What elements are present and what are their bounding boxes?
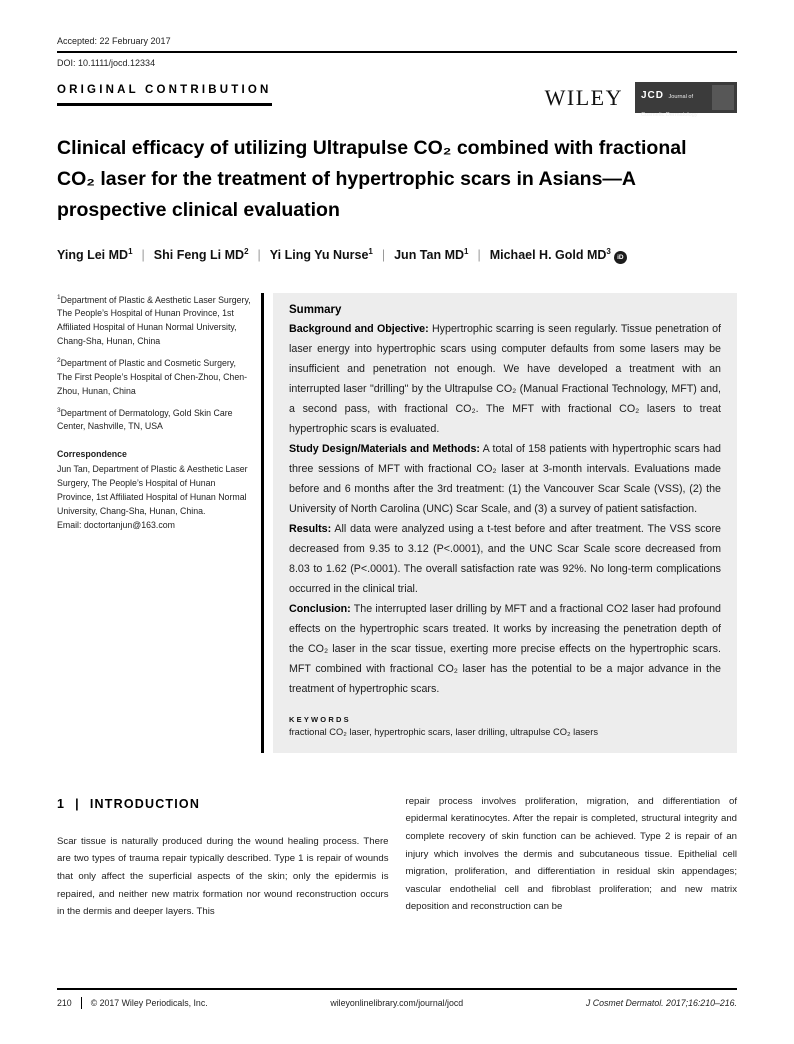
introduction-section — [57, 793, 737, 921]
summary-paragraph: Results: All data were analyzed using a t-test before and after treatment. The VSS score decreased from 9.35 to 3.12 (P<.0001), and the UNC Scar Scale score decreased from 8.03 to 1.62 (P<.0001). The overall satisfaction rate was 92%. No long-term complications occurred in the clinical trial. — [289, 522, 721, 595]
author-name: Michael H. Gold $MD^3$ — [489, 246, 611, 262]
journal-abbrev: JCD — [641, 90, 665, 101]
publisher-brand — [544, 82, 737, 118]
doi-line: DOI: 10.1111/jocd.12334 — [57, 58, 156, 68]
intro-title: INTRODUCTION — [89, 796, 201, 811]
summary-paragraph: Conclusion: The interrupted laser drilling by MFT and a fractional CO2 laser had profound effects on the hypertrophic scars treated. It works by increasing the penetration depth of the CO₂ laser in the scar tissue, exerting more precise effects on the hypertrophic scars. MFT combined with fractional CO₂ laser has the potential to be a major advance in the treatment of hypertrophic scars. — [289, 602, 721, 695]
authors-line — [57, 245, 737, 267]
correspondence-email-link[interactable]: Email: doctortanjun@163.com — [57, 519, 175, 530]
summary-box — [273, 293, 737, 753]
body-column-right — [406, 793, 738, 921]
journal-name: Journal of Cosmetic Dermatology — [641, 94, 698, 118]
vertical-rule — [261, 293, 264, 753]
journal-logo-box — [635, 82, 737, 118]
author-separator: | — [141, 247, 145, 262]
article-type-label: ORIGINAL CONTRIBUTION — [57, 84, 272, 106]
author-name: Jun Tan $MD^1$ — [394, 246, 469, 262]
author-separator: | — [257, 247, 261, 262]
summary-label: Conclusion: — [289, 602, 351, 615]
header-rule — [57, 51, 737, 53]
summary-label: Study Design/Materials and Methods: — [289, 442, 480, 455]
correspondence-heading: Correspondence — [57, 449, 127, 460]
main-grid — [57, 293, 737, 753]
footer-divider — [81, 997, 82, 1009]
keywords-text: fractional CO₂ laser, hypertrophic scars, laser drilling, ultrapulse CO₂ lasers — [289, 726, 598, 737]
author-name: Shi Feng Li $MD^2$ — [153, 246, 249, 262]
correspondence-text: Jun Tan, Department of Plastic & Aesthetic Laser Surgery, The People’s Hospital of Hunan Province, 1st Affiliated Hospital of Hunan Normal University, Chang-Sha, Hunan, China. — [57, 464, 248, 516]
journal-logo-accent — [712, 85, 734, 110]
body-paragraph: repair process involves proliferation, migration, and differentiation of epidermal keratinocytes. After the repair is completed, structural integrity and complete recovery of skin function can be achieved. Type 2 is repair of an injury which involves the dermis and subcutaneous tissue. Epithelial cell migration, proliferation, and differentiation in residual skin appendages; vascular endothelial cell and fibroblast proliferation; and new matrix deposition and reconstruction can be — [405, 795, 737, 913]
summary-heading: Summary — [289, 303, 342, 316]
journal-url-link[interactable]: wileyonlinelibrary.com/journal/jocd — [330, 998, 464, 1008]
affiliation-item: $^3$Department of Dermatology, Gold Skin Care Center, Nashville, TN, USA — [57, 406, 233, 432]
badge-row — [57, 84, 737, 118]
author-separator: | — [381, 247, 386, 262]
correspondence-block — [57, 448, 251, 532]
summary-paragraph: Background and Objective: Hypertrophic scarring is seen regularly. Tissue penetration of laser energy into hypertrophic scars using computer defaults from some lasers may be insufficient and penetration not enough. We have developed a treatment with an interrupted laser "drilling" by the Ultrapulse CO₂ (Manual Fractional Technology, MFT) and, a second pass, with fractional CO₂. The MFT with fractional CO₂ lasers to treat hypertrophic scars is evaluated. — [289, 322, 722, 435]
affiliation-item: $^1$Department of Plastic & Aesthetic Laser Surgery, The People’s Hospital of Hunan Province, 1st Affiliated Hospital of Hunan Normal University, Chang-Sha, Hunan, China — [57, 293, 251, 347]
wiley-logo: WILEY — [544, 84, 623, 110]
keywords-heading: KEYWORDS — [289, 714, 351, 724]
citation-text: J Cosmet Dermatol. 2017;16:210–216. — [585, 998, 737, 1008]
body-column-left — [57, 793, 389, 921]
author-separator: | — [477, 247, 481, 262]
summary-label: Background and Objective: — [289, 322, 429, 335]
affiliation-item: $^2$Department of Plastic and Cosmetic Surgery, The First People’s Hospital of Chen-Zhou, Chen-Zhou, Hunan, China — [57, 357, 248, 396]
accepted-date: Accepted: 22 February 2017 — [57, 36, 171, 46]
sidebar-column — [57, 293, 251, 753]
body-paragraph: Scar tissue is naturally produced during the wound healing process. There are two types of trauma repair typically described. Type 1 is repair of wounds that only affect the superficial aspects of the skin; only the epidermis is repaired, and neither new matrix formation nor wound reconstruction occurs in the dermis and deeper layers. This — [57, 835, 389, 918]
intro-number: 1 — [57, 796, 66, 811]
orcid-icon[interactable]: iD — [614, 251, 627, 264]
divider-column — [251, 293, 273, 753]
author-name: Ying Lei $MD^1$ — [57, 246, 133, 262]
page-title: Clinical efficacy of utilizing Ultrapulse CO₂ combined with fractional CO₂ laser for the treatment of hypertrophic scars in Asians—A prospective clinical evaluation — [57, 137, 687, 222]
author-name: Yi Ling Yu Nurse$^1$ — [269, 246, 373, 262]
footer — [57, 988, 737, 1009]
intro-divider: | — [75, 796, 80, 811]
page-number: 210 — [57, 998, 72, 1008]
summary-paragraph: Study Design/Materials and Methods: A total of 158 patients with hypertrophic scars had three sessions of MFT with fractional CO₂ laser at 3-month intervals. Evaluations made before and 6 months after the 3rd treatment: (1) the Vancouver Scar Scale (VSS), (2) the University of North Carolina (UNC) Scar Scale, and (3) a survey of patient satisfaction. — [289, 442, 722, 515]
copyright-text: © 2017 Wiley Periodicals, Inc. — [90, 998, 208, 1008]
intro-section-heading — [57, 793, 389, 816]
summary-label: Results: — [289, 522, 332, 535]
